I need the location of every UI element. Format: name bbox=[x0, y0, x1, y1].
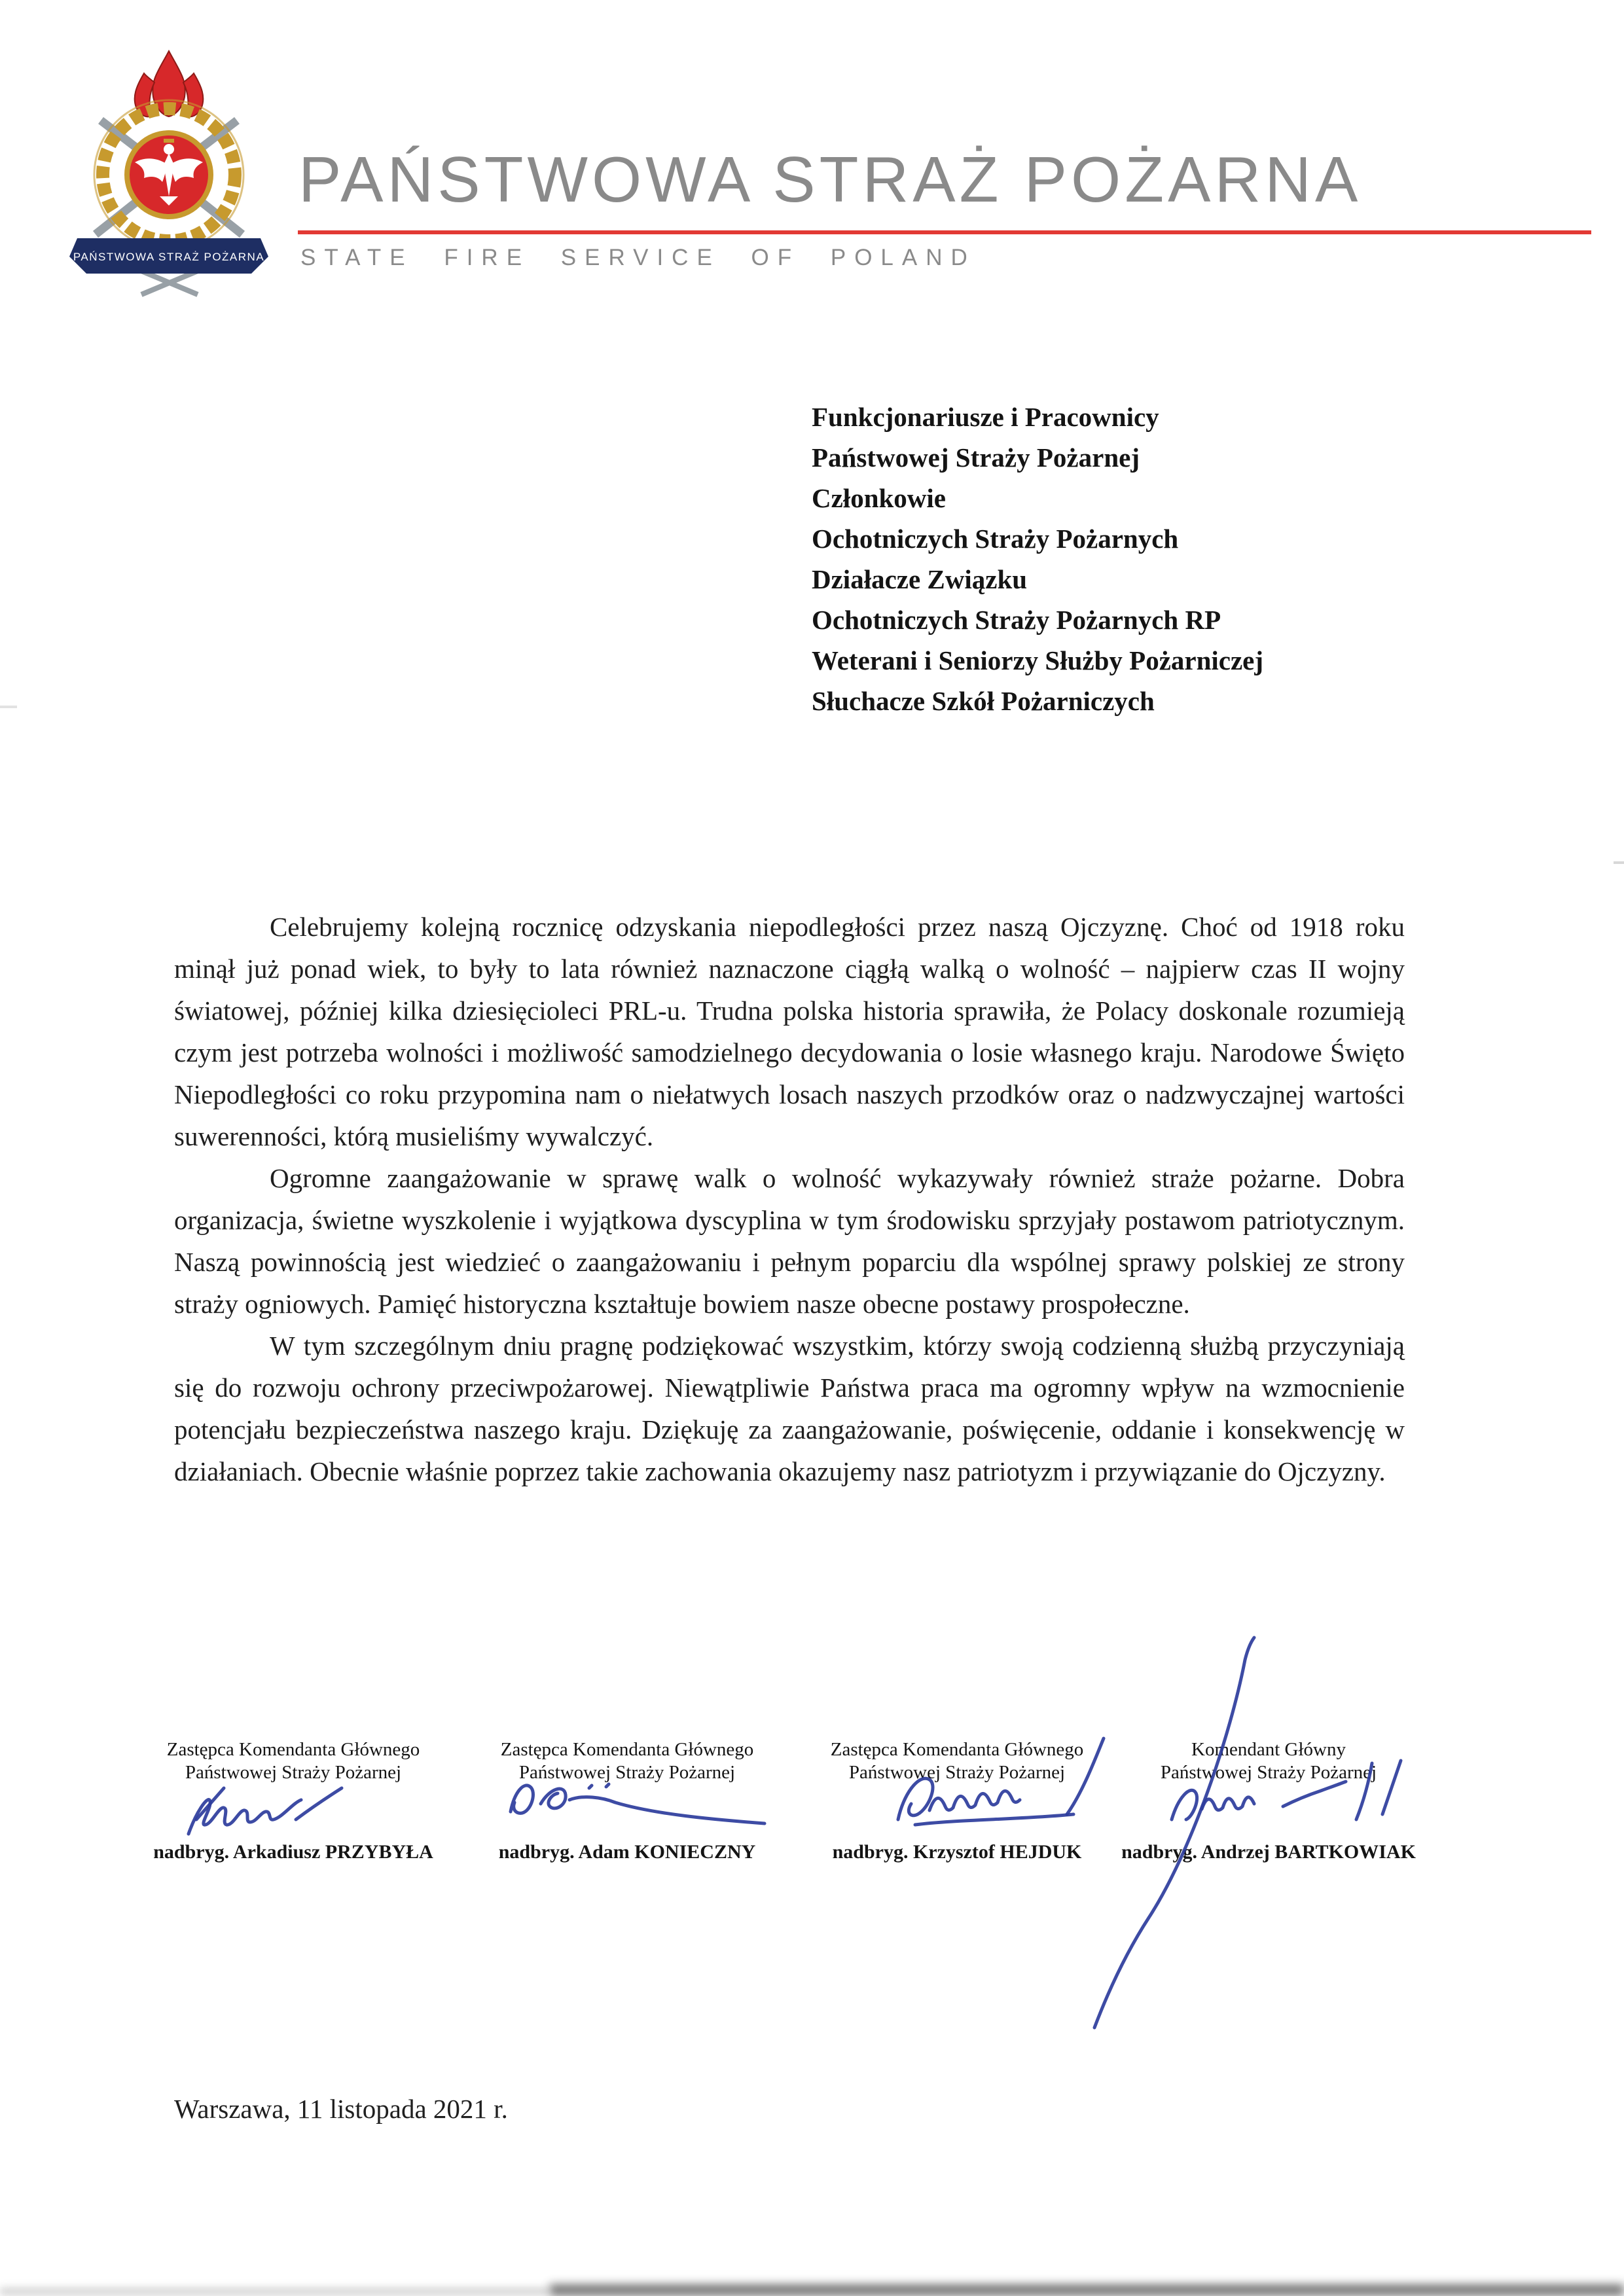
recipient-line: Ochotniczych Straży Pożarnych RP bbox=[812, 605, 1221, 635]
signature-name: nadbryg. Andrzej BARTKOWIAK bbox=[1121, 1841, 1416, 1863]
body-paragraph: Celebrujemy kolejną rocznicę odzyskania niepodległości przez naszą Ojczyznę. Choć od 1918 roku minął już ponad wiek, to były to lata również naznaczone ciągłą walką o wolność – najpierw czas II wojny światowej, później kilka dziesięcioleci PRL-u. Trudna polska historia sprawiła, że Polacy doskonale rozumieją czym jest potrzeba wolności i możliwość samodzielnego decydowania o losie własnego kraju. Narodowe Święto Niepodległości co roku przypomina nam o niełatwych losach naszych przodków oraz o nadzwyczajnej wartości suwerenności, którą musieliśmy wywalczyć. bbox=[174, 912, 1405, 1151]
signature-title-line: Państwowej Straży Pożarnej bbox=[1160, 1762, 1377, 1783]
signature-name: nadbryg. Arkadiusz PRZYBYŁA bbox=[153, 1841, 433, 1863]
organization-title: PAŃSTWOWA STRAŻ POŻARNA bbox=[298, 143, 1362, 215]
header-red-rule bbox=[298, 230, 1591, 234]
signature-title-line: Zastępca Komendanta Głównego bbox=[500, 1739, 754, 1760]
body-paragraph: W tym szczególnym dniu pragnę podziękować wszystkim, którzy swoją codzienną służbą przyczyniają się do rozwoju ochrony przeciwpożarowej. Niewątpliwie Państwa praca ma ogromny wpływ na wzmocnienie potencjału bezpieczeństwa naszego kraju. Dziękuję za zaangażowanie, poświęcenie, oddanie i konsekwencję w działaniach. Obecnie właśnie poprzez takie zachowania okazujemy nasz patriotyzm i przywiązanie do Ojczyzny. bbox=[174, 1331, 1405, 1486]
scan-artifact-bottom-light bbox=[0, 2288, 550, 2295]
scan-artifact-left-edge bbox=[0, 706, 17, 708]
recipient-line: Ochotniczych Straży Pożarnych bbox=[812, 524, 1179, 554]
logo-crossed-axes bbox=[141, 271, 198, 295]
recipient-line: Weterani i Seniorzy Służby Pożarniczej bbox=[812, 645, 1264, 675]
recipient-line: Funkcjonariusze i Pracownicy bbox=[812, 402, 1159, 432]
signature-name: nadbryg. Adam KONIECZNY bbox=[498, 1841, 756, 1863]
signature-name: nadbryg. Krzysztof HEJDUK bbox=[832, 1841, 1082, 1863]
scan-artifact-right-edge bbox=[1614, 861, 1624, 864]
body-paragraph: Ogromne zaangażowanie w sprawę walk o wolność wykazywały również straże pożarne. Dobra organizacja, świetne wyszkolenie i wyjątkowa dyscyplina w tym środowisku sprzyjały postawom patriotycznym. Naszą powinnością jest wiedzieć o zaangażowaniu i pełnym poparciu dla wspólnej sprawy polskiej ze strony straży ogniowych. Pamięć historyczna kształtuje bowiem nasze obecne postawy prospołeczne. bbox=[174, 1163, 1405, 1319]
recipient-line: Państwowej Straży Pożarnej bbox=[812, 442, 1140, 473]
signature-block-3 bbox=[803, 1738, 1111, 1863]
recipients-block bbox=[812, 397, 1263, 721]
fire-service-emblem-icon bbox=[58, 41, 280, 299]
signature-block-1 bbox=[139, 1738, 447, 1863]
recipient-line: Członkowie bbox=[812, 483, 946, 513]
signature-block-2 bbox=[473, 1738, 781, 1863]
logo-eagle bbox=[127, 133, 211, 217]
logo-ribbon-text: PAŃSTWOWA STRAŻ POŻARNA bbox=[73, 251, 265, 263]
signature-title-line: Państwowej Straży Pożarnej bbox=[185, 1762, 402, 1783]
signature-title-line: Państwowej Straży Pożarnej bbox=[848, 1762, 1066, 1783]
signature-title-line: Komendant Główny bbox=[1191, 1739, 1346, 1760]
signature-block-4 bbox=[1115, 1738, 1422, 1863]
recipient-line: Słuchacze Szkół Pożarniczych bbox=[812, 686, 1155, 716]
signature-title-line: Zastępca Komendanta Głównego bbox=[166, 1739, 420, 1760]
logo-ribbon bbox=[69, 238, 268, 274]
organization-subtitle: STATE FIRE SERVICE OF POLAND bbox=[300, 245, 976, 270]
signature-title-line: Zastępca Komendanta Głównego bbox=[830, 1739, 1084, 1760]
dateline: Warszawa, 11 listopada 2021 r. bbox=[174, 2094, 508, 2124]
letter-body bbox=[174, 906, 1405, 1492]
scan-artifact-bottom-dark bbox=[550, 2284, 1624, 2296]
signature-title-line: Państwowej Straży Pożarnej bbox=[518, 1762, 736, 1783]
recipient-line: Działacze Związku bbox=[812, 564, 1028, 594]
